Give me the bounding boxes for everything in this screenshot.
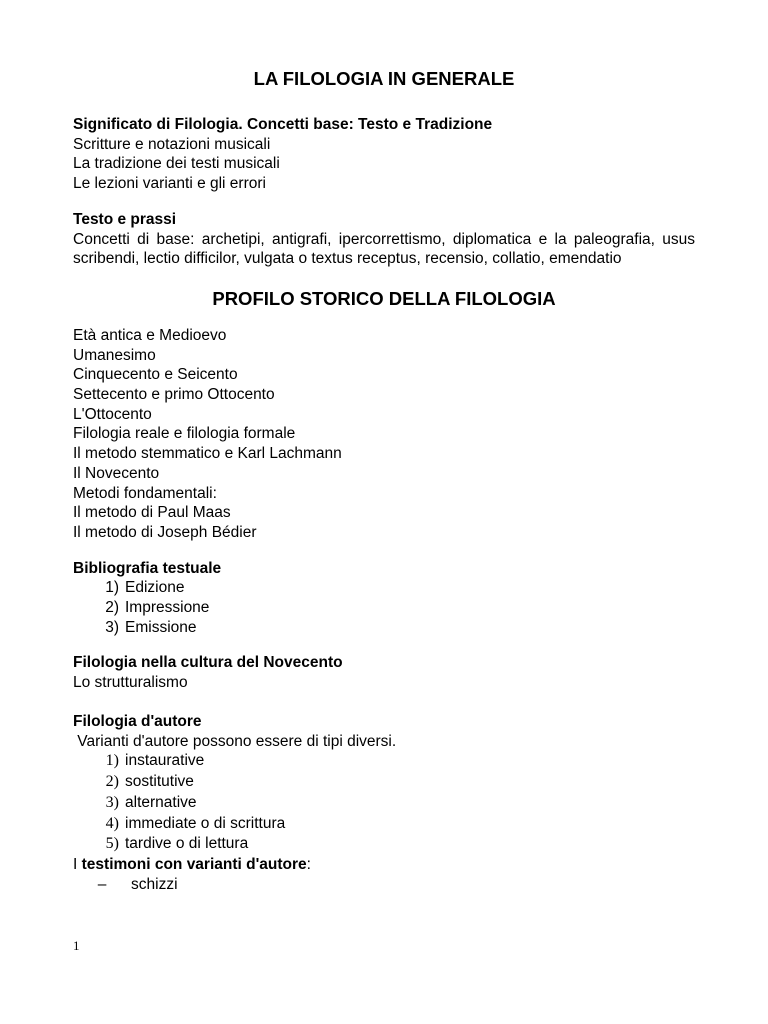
list-number: 5) xyxy=(105,835,119,853)
list-item-text: sostitutive xyxy=(125,773,194,791)
section-title-profilo: PROFILO STORICO DELLA FILOLOGIA xyxy=(212,287,556,309)
list-item xyxy=(73,598,695,618)
list-item xyxy=(73,834,695,855)
list-item-text: Impressione xyxy=(125,599,210,617)
list-item-text: alternative xyxy=(125,793,197,811)
varianti-list xyxy=(73,751,695,855)
section-heading-filologia-autore: Filologia d'autore xyxy=(73,712,202,730)
list-number: 3) xyxy=(105,793,119,811)
list-number: 4) xyxy=(105,814,119,832)
list-item: Scritture e notazioni musicali xyxy=(73,135,271,153)
varianti-intro: Varianti d'autore possono essere di tipi diversi. xyxy=(73,732,397,750)
list-item: Filologia reale e filologia formale xyxy=(73,425,296,443)
list-item xyxy=(73,751,695,772)
list-item: Le lezioni varianti e gli errori xyxy=(73,175,266,193)
list-number: 3) xyxy=(105,618,119,636)
list-item: Cinquecento e Seicento xyxy=(73,366,238,384)
list-number: 1) xyxy=(105,579,119,597)
list-item: Il metodo di Paul Maas xyxy=(73,504,231,522)
list-item: Età antica e Medioevo xyxy=(73,326,227,344)
section-heading-novecento: Filologia nella cultura del Novecento xyxy=(73,654,343,672)
testimoni-heading: testimoni con varianti d'autore xyxy=(81,856,307,874)
list-item xyxy=(73,793,695,814)
section-heading-bibliografia: Bibliografia testuale xyxy=(73,559,222,577)
page-title: LA FILOLOGIA IN GENERALE xyxy=(253,68,515,89)
testimoni-suffix: : xyxy=(306,856,311,874)
section-heading-testo-e-prassi: Testo e prassi xyxy=(73,210,177,228)
list-item: Il metodo stemmatico e Karl Lachmann xyxy=(73,445,342,463)
bibliografia-list xyxy=(73,578,695,637)
list-item xyxy=(73,578,695,598)
list-item: Il Novecento xyxy=(73,464,160,482)
list-item-text: schizzi xyxy=(131,875,178,893)
list-item-text: Edizione xyxy=(125,579,185,597)
page-content xyxy=(73,67,695,895)
list-item: Il metodo di Joseph Bédier xyxy=(73,523,257,541)
page-number: 1 xyxy=(73,938,80,953)
list-item-text: instaurative xyxy=(125,752,205,770)
list-item: L'Ottocento xyxy=(73,405,152,423)
bullet-item xyxy=(73,875,695,895)
list-item xyxy=(73,772,695,793)
testimoni-prefix: I xyxy=(73,856,82,874)
list-item-text: tardive o di lettura xyxy=(125,835,249,853)
list-item: Lo strutturalismo xyxy=(73,674,188,692)
section-heading-significato: Significato di Filologia. Concetti base: Testo e Tradizione xyxy=(73,116,493,133)
testimoni-line xyxy=(73,855,695,875)
list-item xyxy=(73,618,695,638)
dash-bullet-icon: – xyxy=(97,875,107,893)
concetti-paragraph: Concetti di base: archetipi, antigrafi, ipercorrettismo, diplomatica e la paleografia, usus scribendi, lectio difficilor, vulgata o textus receptus, recensio, collatio, emendatio xyxy=(73,230,695,268)
list-item-text: Emissione xyxy=(125,618,197,636)
list-item-text: immediate o di scrittura xyxy=(125,814,286,832)
list-number: 1) xyxy=(105,752,119,770)
list-item xyxy=(73,814,695,835)
list-number: 2) xyxy=(105,599,119,617)
list-item: Umanesimo xyxy=(73,346,156,364)
list-number: 2) xyxy=(105,773,119,791)
list-item: Settecento e primo Ottocento xyxy=(73,386,275,404)
list-item: Metodi fondamentali: xyxy=(73,484,217,502)
list-item: La tradizione dei testi musicali xyxy=(73,155,280,173)
